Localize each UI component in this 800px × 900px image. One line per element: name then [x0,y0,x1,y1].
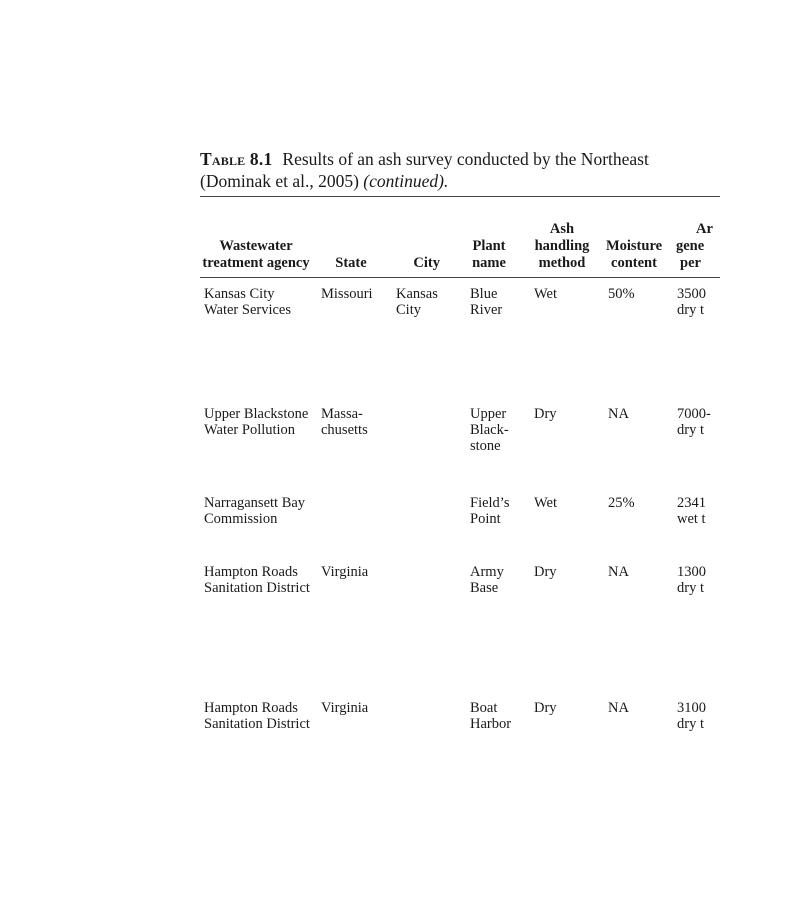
table-cell-plant: Black- [470,422,509,438]
table-cell-generated: dry t [677,422,704,438]
table-cell-ash: Wet [534,286,557,302]
table-cell-agency: Hampton Roads [204,700,298,716]
column-header-generated: gene [676,238,705,254]
table-cell-moisture: 50% [608,286,635,302]
table-cell-ash: Dry [534,700,557,716]
table-cell-state: Massa- [321,406,363,422]
caption-line-1 [200,148,800,170]
table-label: Table 8.1 [200,149,273,169]
table-cell-state: chusetts [321,422,368,438]
table-cell-plant: Base [470,580,499,596]
column-header-ash: method [538,255,586,271]
table-cell-agency: Narragansett Bay [204,495,306,511]
table-cell-generated: 2341 [677,495,706,511]
table-cell-ash: Dry [534,406,557,422]
column-header-state: State [335,255,367,271]
column-header-plant: Plant [472,238,506,254]
table-cell-generated: dry t [677,302,704,318]
table-cell-plant: Upper [470,406,507,422]
column-header-agency: Wastewater [219,238,293,254]
table-cell-ash: Dry [534,564,557,580]
table-cell-plant: Point [470,511,501,527]
table-cell-agency: Commission [204,511,278,527]
caption-citation: (Dominak et al., 2005) [200,171,359,191]
column-header-city: City [413,255,440,271]
table-cell-city: City [396,302,421,318]
table-cell-generated: 1300 [677,564,706,580]
table-top-rule [200,196,720,197]
table-cell-agency: Water Services [204,302,291,318]
table-caption [200,148,800,192]
table-cell-generated: dry t [677,716,704,732]
table-cell-plant: Army [470,564,504,580]
caption-continued: (continued). [363,171,449,191]
table-cell-moisture: NA [608,700,629,716]
table-cell-generated: wet t [677,511,706,527]
table-cell-moisture: 25% [608,495,635,511]
table-cell-city: Kansas [396,286,438,302]
table-title: Results of an ash survey conducted by the Northeast [282,149,649,169]
table-cell-moisture: NA [608,406,629,422]
table-cell-state: Virginia [321,700,369,716]
table-cell-plant: River [470,302,503,318]
column-header-moisture: Moisture [605,238,663,254]
caption-line-2 [200,170,800,192]
table-header-rule [200,277,720,278]
table-cell-generated: 3100 [677,700,706,716]
column-header-ash: handling [534,238,590,254]
column-header-generated: per [680,255,701,271]
table-cell-plant: stone [470,438,501,454]
column-header-generated: Ar [696,221,713,237]
column-header-moisture: content [611,255,657,271]
table-cell-plant: Harbor [470,716,512,732]
table-cell-ash: Wet [534,495,557,511]
table-cell-plant: Blue [470,286,498,302]
table-cell-agency: Upper Blackstone [204,406,309,422]
table-cell-state: Missouri [321,286,373,302]
table-cell-generated: 7000- [677,406,711,422]
table-cell-plant: Field’s [470,495,510,511]
table-cell-state: Virginia [321,564,369,580]
table-cell-agency: Water Pollution [204,422,296,438]
table-cell-generated: 3500 [677,286,706,302]
table-cell-agency: Sanitation District [204,716,310,732]
table-cell-plant: Boat [470,700,498,716]
column-header-plant: name [472,255,506,271]
column-header-ash: Ash [549,221,575,237]
column-header-agency: treatment agency [202,255,310,271]
table-cell-agency: Kansas City [204,286,275,302]
table-cell-agency: Sanitation District [204,580,310,596]
table-cell-generated: dry t [677,580,704,596]
table-cell-agency: Hampton Roads [204,564,298,580]
table-cell-moisture: NA [608,564,629,580]
